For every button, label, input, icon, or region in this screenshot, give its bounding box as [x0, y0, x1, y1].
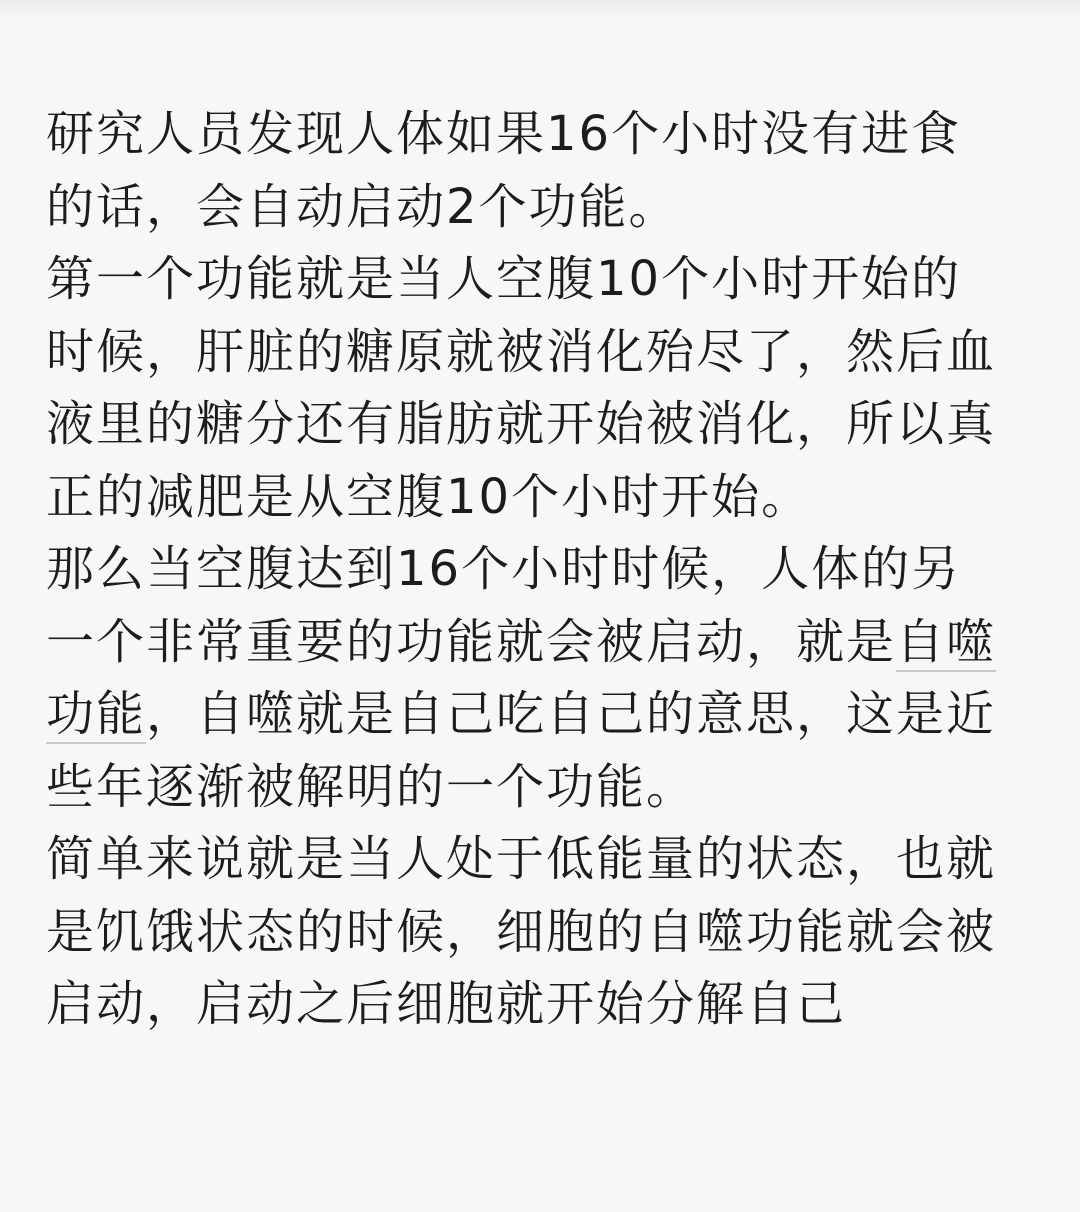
autophagy-link[interactable]: 自噬功能	[46, 613, 997, 742]
paragraph-first-function: 第一个功能就是当人空腹10个小时开始的时候，肝脏的糖原就被消化殆尽了，然后血液里的糖分还有脂肪就开始被消化，所以真正的减肥是从空腹10个小时开始。	[46, 251, 997, 525]
paragraph-summary: 简单来说就是当人处于低能量的状态，也就是饥饿状态的时候，细胞的自噬功能就会被启动，启动之后细胞就开始分解自己	[46, 831, 997, 1032]
paragraph-autophagy-after: ，自噬就是自己吃自己的意思，这是近些年逐渐被解明的一个功能。	[46, 686, 997, 815]
paragraph-intro: 研究人员发现人体如果16个小时没有进食的话，会自动启动2个功能。	[46, 106, 962, 235]
top-edge-shadow	[0, 0, 1080, 20]
article-body	[46, 98, 1006, 1041]
paragraph-autophagy-before: 那么当空腹达到16个小时时候，人体的另一个非常重要的功能就会被启动，就是	[46, 541, 962, 670]
paragraph-autophagy	[46, 533, 1006, 823]
